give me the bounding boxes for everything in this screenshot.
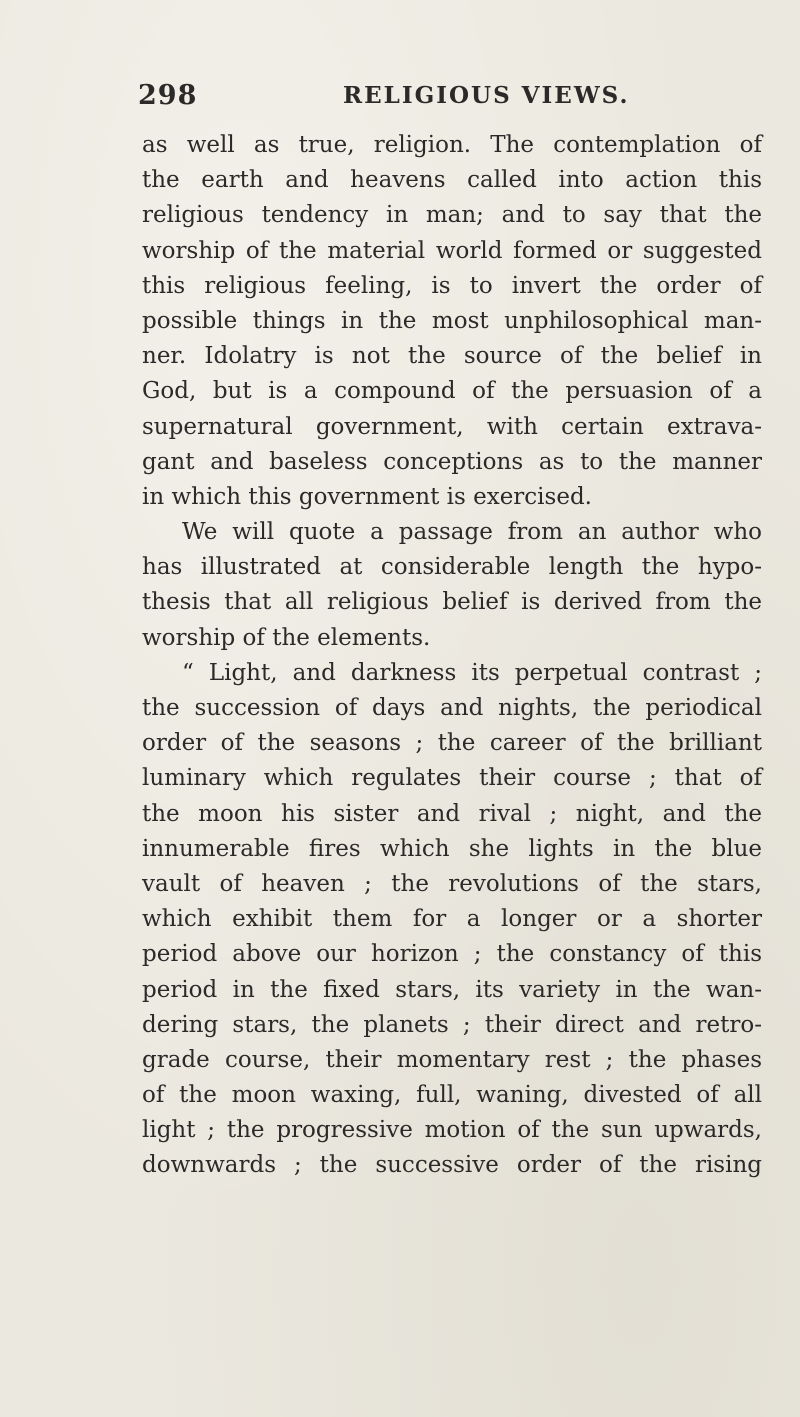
text-line: possible things in the most unphilosophical man-	[142, 307, 762, 334]
text-line: the moon his sister and rival ; night, and the	[142, 800, 762, 827]
text-line: the succession of days and nights, the periodical	[142, 695, 762, 721]
text-line: light ; the progressive motion of the sun upwards,	[142, 1117, 762, 1144]
page-header	[138, 80, 760, 120]
text-line: God, but is a compound of the persuasion of a	[142, 378, 762, 405]
text-line: in which this government is exercised.	[142, 483, 592, 510]
text-line: period above our horizon ; the constancy of this	[142, 941, 762, 968]
text-line: worship of the elements.	[142, 624, 431, 651]
text-line: worship of the material world formed or suggested	[142, 237, 762, 264]
text-line: innumerable fires which she lights in the blue	[142, 835, 762, 862]
text-line: grade course, their momentary rest ; the phases	[142, 1046, 762, 1073]
text-line: which exhibit them for a longer or a shorter	[142, 906, 762, 933]
text-line: this religious feeling, is to invert the order of	[142, 272, 762, 299]
text-line: religious tendency in man; and to say that the	[142, 202, 762, 229]
text-line: We will quote a passage from an author who	[182, 519, 762, 546]
page-number: 298	[138, 80, 198, 111]
text-line: “ Light, and darkness its perpetual contrast ;	[182, 659, 762, 686]
running-head: RELIGIOUS VIEWS.	[343, 82, 630, 109]
text-line: ner. Idolatry is not the source of the belief in	[142, 343, 762, 370]
text-line: gant and baseless conceptions as to the manner	[142, 448, 762, 475]
text-line: luminary which regulates their course ; that of	[142, 765, 762, 792]
text-line: of the moon waxing, full, waning, divested of all	[142, 1082, 762, 1109]
text-line: thesis that all religious belief is derived from the	[142, 589, 762, 616]
body-text	[142, 128, 762, 1184]
text-line: the earth and heavens called into action this	[142, 167, 762, 194]
text-line: downwards ; the successive order of the rising	[142, 1152, 762, 1179]
text-line: supernatural government, with certain extrava-	[142, 413, 762, 440]
text-line: order of the seasons ; the career of the brilliant	[142, 730, 762, 757]
text-line: dering stars, the planets ; their direct and retro-	[142, 1011, 762, 1038]
text-line: period in the fixed stars, its variety in the wan-	[142, 976, 762, 1003]
text-line: has illustrated at considerable length the hypo-	[142, 554, 762, 581]
text-line: as well as true, religion. The contemplation of	[142, 132, 762, 158]
text-line: vault of heaven ; the revolutions of the stars,	[142, 870, 762, 897]
